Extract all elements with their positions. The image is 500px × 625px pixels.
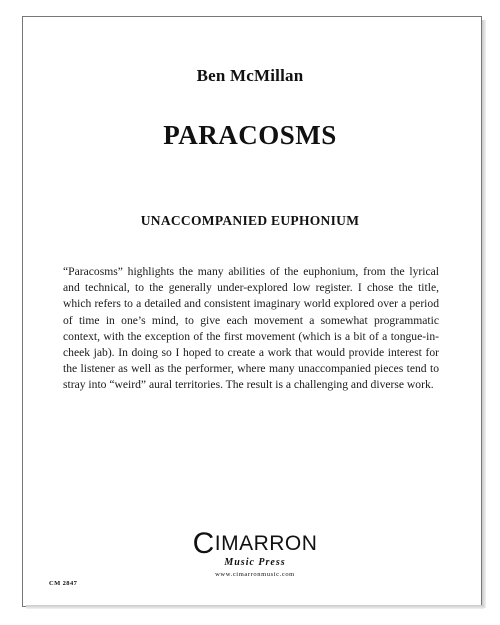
work-title: PARACOSMS bbox=[163, 120, 337, 150]
publisher-wordmark-initial: C bbox=[192, 527, 215, 560]
publisher-wordmark-rest: IMARRON bbox=[214, 532, 318, 555]
catalog-number: CM 2847 bbox=[49, 580, 78, 587]
composer-name: Ben McMillan bbox=[196, 66, 304, 85]
publisher-wordmark bbox=[190, 527, 320, 560]
instrumentation-heading: UNACCOMPANIED EUPHONIUM bbox=[140, 213, 360, 228]
publisher-website: www.cimarronmusic.com bbox=[215, 571, 295, 578]
page-shadow-right bbox=[482, 20, 486, 608]
page-shadow-bottom bbox=[26, 605, 484, 609]
publisher-subtitle: Music Press bbox=[224, 557, 286, 568]
program-note: “Paracosms” highlights the many abilities of the euphonium, from the lyrical and technical, to the generally under-explored low register. I chose the title, which refers to a detailed and consistent imaginary world explored over a period of time in one’s mind, to give each movement a somewhat programmatic context, with the exception of the first movement (which is a bit of a tongue-in-cheek jab). In doing so I hoped to create a work that would provide interest for the listener as well as the performer, where many unaccompanied pieces tend to stray into “weird” aural territories. The result is a challenging and diverse work. bbox=[63, 265, 439, 392]
publisher-logo bbox=[190, 527, 320, 593]
